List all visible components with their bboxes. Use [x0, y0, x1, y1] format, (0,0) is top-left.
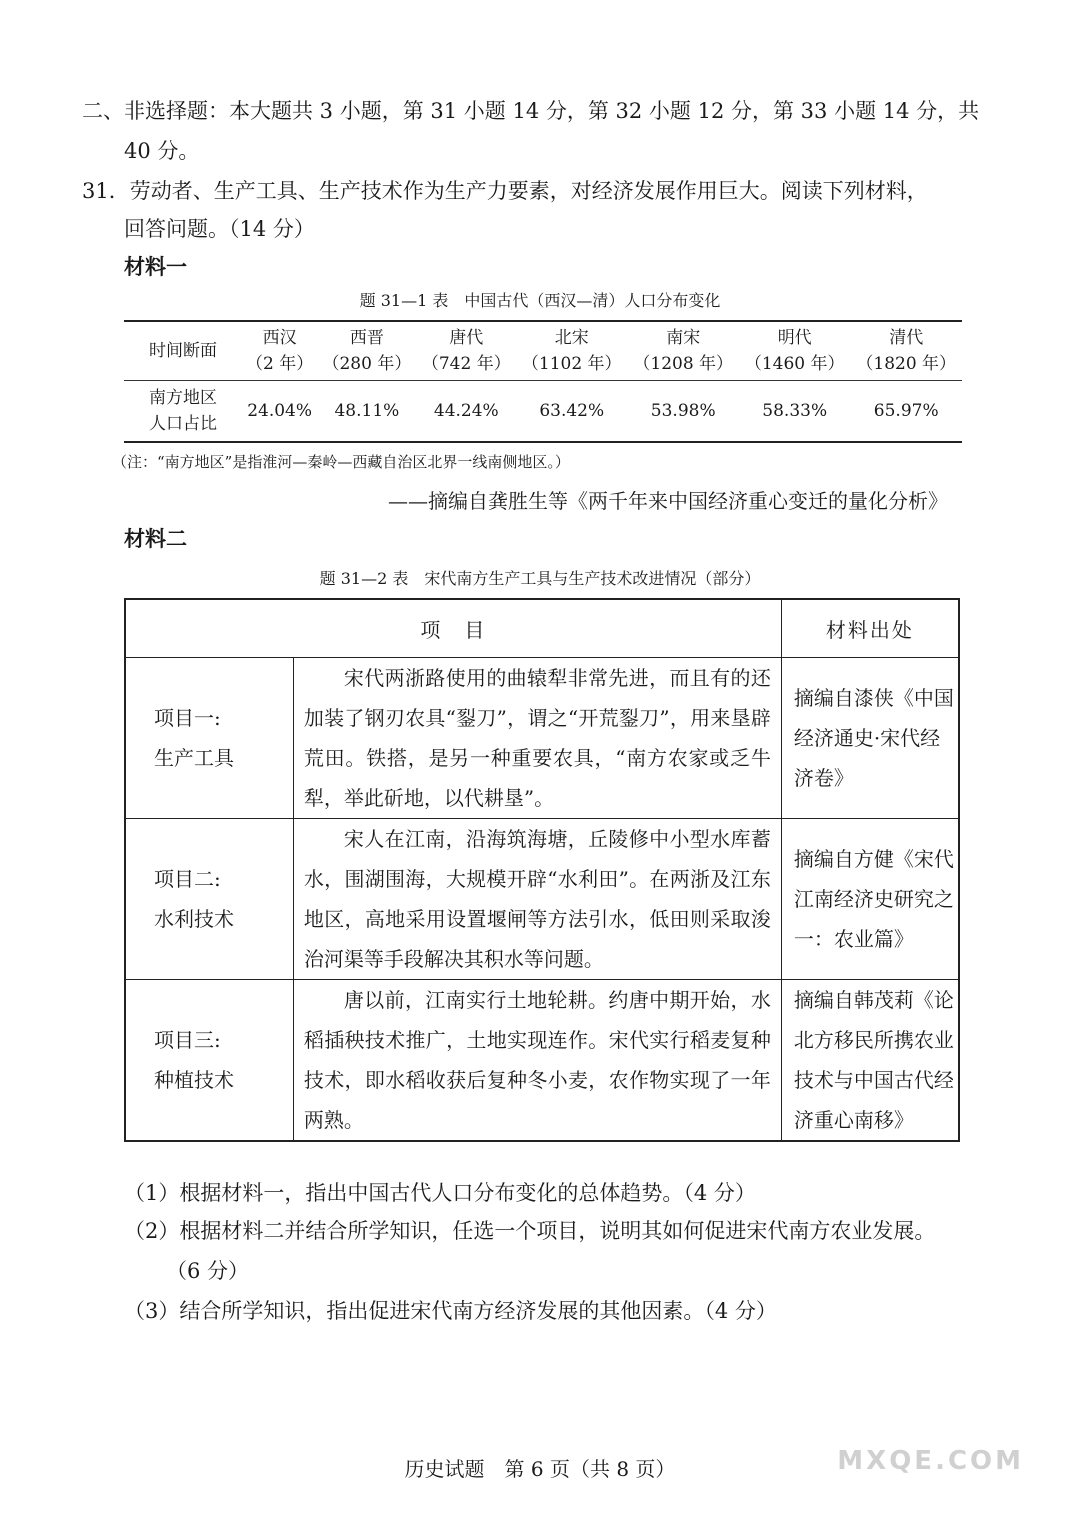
table2-caption: 题 31—2 表 宋代南方生产工具与生产技术改进情况（部分） [319, 569, 761, 588]
table2-header-row [125, 599, 959, 658]
song-improvements-table [124, 598, 960, 1142]
table1-period: 北宋 （1102 年） [516, 321, 627, 381]
table1-value: 65.97% [873, 401, 939, 421]
table2-item: 项目三: 种植技术 [125, 980, 293, 1142]
table1-value: 63.42% [539, 401, 605, 421]
table2-text: 唐以前，江南实行土地轮耕。约唐中期开始，水稻插秧技术推广，土地实现连作。宋代实行稻麦复种技术，即水稻收获后复种冬小麦，农作物实现了一年两熟。 [293, 980, 781, 1142]
table1-source: ——摘编自龚胜生等《两千年来中国经济重心变迁的量化分析》 [388, 489, 948, 513]
table2-item: 项目二: 水利技术 [125, 819, 293, 980]
table1-value: 24.04% [247, 401, 313, 421]
table2-col-item: 项 目 [125, 599, 781, 658]
table2-row [125, 980, 959, 1142]
question-stem-line2: 回答问题。（14 分） [124, 217, 315, 241]
table1-value-row [124, 381, 962, 443]
table1-value: 44.24% [433, 401, 499, 421]
sub-question-2-line2: （6 分） [166, 1259, 250, 1283]
table1-value: 53.98% [650, 401, 716, 421]
table2-source: 摘编自方健《宋代江南经济史研究之一：农业篇》 [781, 819, 959, 980]
table1-value: 48.11% [334, 401, 400, 421]
table1-row-label: 南方地区 人口占比 [149, 388, 217, 434]
table2-source: 摘编自韩茂莉《论北方移民所携农业技术与中国古代经济重心南移》 [781, 980, 959, 1142]
material2-label: 材料二 [124, 526, 187, 551]
table1-header-row [124, 321, 962, 381]
table1-period: 西晋 （280 年） [317, 321, 416, 381]
table2-row [125, 819, 959, 980]
section-header-line1: 二、非选择题：本大题共 3 小题，第 31 小题 14 分，第 32 小题 12 分，第 33 小题 14 分，共 [82, 99, 980, 123]
table1-note: （注：“南方地区”是指淮河—秦岭—西藏自治区北界一线南侧地区。） [112, 453, 570, 471]
sub-question-2-line1: （2）根据材料二并结合所学知识，任选一个项目，说明其如何促进宋代南方农业发展。 [124, 1219, 936, 1243]
page-footer: 历史试题 第 6 页（共 8 页） [404, 1457, 676, 1481]
table1-row-header: 时间断面 [124, 321, 242, 381]
table1-period: 西汉 （2 年） [242, 321, 317, 381]
sub-question-3: （3）结合所学知识，指出促进宋代南方经济发展的其他因素。（4 分） [124, 1299, 777, 1323]
section-header-line2: 40 分。 [124, 139, 200, 163]
watermark-logo: MXQE.COM [837, 1446, 1024, 1476]
table1-period: 明代 （1460 年） [739, 321, 850, 381]
material1-label: 材料一 [124, 254, 187, 279]
table2-text: 宋人在江南，沿海筑海塘，丘陵修中小型水库蓄水，围湖围海，大规模开辟“水利田”。在两浙及江东地区，高地采用设置堰闸等方法引水，低田则采取浚治河渠等手段解决其积水等问题。 [293, 819, 781, 980]
table1-period: 清代 （1820 年） [850, 321, 962, 381]
table1-period: 唐代 （742 年） [417, 321, 516, 381]
table2-text: 宋代两浙路使用的曲辕犁非常先进，而且有的还加装了钢刃农具“銐刀”，谓之“开荒銐刀”，用来垦辟荒田。铁搭，是另一种重要农具，“南方农家或乏牛犁，举此斫地，以代耕垦”。 [293, 658, 781, 819]
population-table [124, 320, 962, 443]
table1-value: 58.33% [762, 401, 828, 421]
table2-col-source: 材料出处 [781, 599, 959, 658]
table2-item: 项目一: 生产工具 [125, 658, 293, 819]
sub-question-1: （1）根据材料一，指出中国古代人口分布变化的总体趋势。（4 分） [124, 1181, 756, 1205]
question-stem-line1: 31．劳动者、生产工具、生产技术作为生产力要素，对经济发展作用巨大。阅读下列材料， [82, 179, 928, 203]
table1-caption: 题 31—1 表 中国古代（西汉—清）人口分布变化 [359, 291, 721, 310]
table2-row [125, 658, 959, 819]
table2-source: 摘编自漆侠《中国经济通史·宋代经济卷》 [781, 658, 959, 819]
table1-period: 南宋 （1208 年） [627, 321, 738, 381]
